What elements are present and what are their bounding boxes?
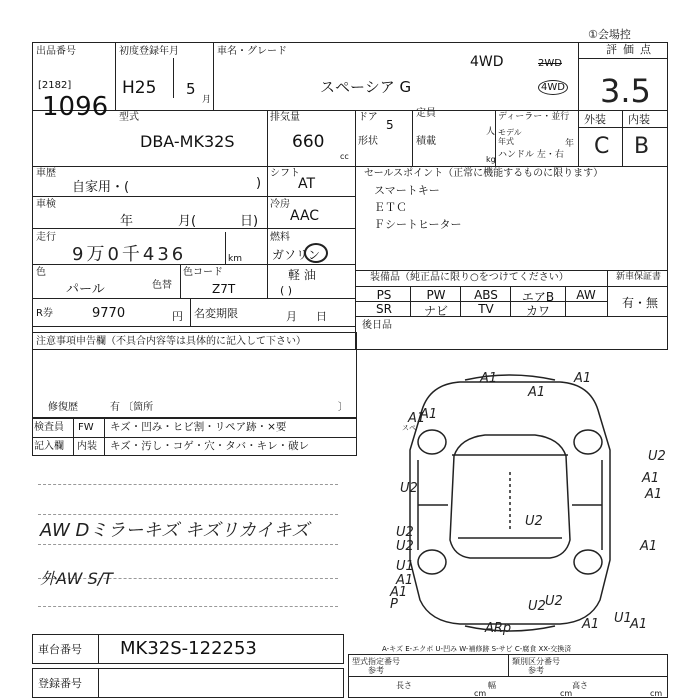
- mark-14: U1: [396, 559, 414, 574]
- cm-unit-1: cm: [474, 689, 487, 698]
- legend: A-キズ E-エクボ U-凹み W-補修跡 S-サビ C-腐食 XX-交換済: [382, 645, 572, 653]
- reg-month: 5: [186, 80, 196, 98]
- inspection-label: 車検: [36, 199, 56, 210]
- width-label: 幅: [488, 681, 496, 690]
- fuel-gas: ガソリン: [272, 248, 321, 262]
- mark-21: ARp: [485, 621, 512, 636]
- recycle-unit: 円: [172, 310, 183, 323]
- model-label: 型式: [119, 112, 139, 123]
- drive-2wd: 2WD: [538, 58, 562, 69]
- reg-label: 初度登録年月: [119, 46, 179, 57]
- shift-label: シフト: [270, 168, 300, 179]
- insp-year: 年: [120, 214, 134, 229]
- rear-seat-label: 後日品: [362, 320, 392, 331]
- sales-point-3: Ｆシートヒーター: [374, 218, 462, 231]
- fuel-circle: [304, 243, 328, 263]
- load-unit: kg: [486, 155, 496, 164]
- name-change-label: 名変期限: [194, 307, 238, 320]
- mark-17: A1: [630, 617, 648, 632]
- color-code: Z7T: [212, 282, 236, 296]
- ac-value: AAC: [290, 208, 320, 224]
- capacity-label: 定員: [416, 108, 436, 119]
- car-damage-diagram: [360, 360, 680, 640]
- name-change-month: 月: [286, 310, 297, 323]
- history-label: 車歴: [36, 168, 56, 179]
- equipment-title: 装備品（純正品に限り○をつけてください）: [370, 272, 569, 283]
- mark-7: U2: [525, 514, 543, 529]
- sales-point-1: スマートキー: [374, 184, 440, 197]
- mark-11: U2: [545, 594, 563, 609]
- exterior-label: 外装: [584, 113, 606, 126]
- exterior-grade: C: [594, 134, 610, 159]
- door-value: 5: [386, 118, 394, 132]
- lot-label: 出品番号: [36, 46, 76, 57]
- mark-3: A1: [408, 411, 426, 426]
- lot-sub: [2182]: [38, 80, 72, 91]
- handwritten-note-1: AW Dミラーキズ キズリカイキズ: [40, 520, 310, 541]
- recorder-label: 記入欄: [34, 441, 64, 452]
- mark-9: A1: [645, 487, 663, 502]
- insp-month: 月(: [178, 214, 197, 229]
- car-name: スペーシア G: [320, 78, 412, 96]
- equip-aw: AW: [576, 288, 596, 302]
- name-label: 車名・グレード: [217, 46, 287, 57]
- mark-15: A1: [396, 573, 414, 588]
- handwritten-note-2: 外AW S/T: [40, 569, 113, 588]
- mark-13: U2: [396, 539, 414, 554]
- shape-label: 形状: [358, 136, 378, 147]
- handle-label: ハンドル 左・右: [498, 150, 564, 160]
- drive-4wd: 4WD: [470, 54, 504, 70]
- mileage-value: 9万0千436: [72, 244, 187, 265]
- color-code-label: 色コード: [183, 267, 223, 278]
- cm-unit-3: cm: [650, 689, 663, 698]
- color-label: 色: [36, 267, 46, 278]
- mark-22: U2: [528, 599, 546, 614]
- length-label: 長さ: [396, 681, 412, 690]
- color-change-label: 色替: [152, 280, 172, 291]
- year-unit: 年: [565, 139, 575, 149]
- fuel-label: 燃料: [270, 232, 290, 243]
- fuel-other: ( ): [280, 284, 293, 297]
- inspector-label: 検査員: [34, 422, 64, 433]
- mark-5: U2: [648, 449, 666, 464]
- inner-items: キズ・汚し・コゲ・穴・タバ・キレ・破レ: [110, 440, 310, 452]
- mark-12: U2: [396, 525, 414, 540]
- mark-10: A1: [640, 539, 658, 554]
- model-year-label: モデル年式: [498, 128, 522, 146]
- chassis-number: MK32S-122253: [120, 638, 257, 659]
- shift-value: AT: [298, 176, 316, 192]
- chassis-label: 車台番号: [38, 643, 82, 656]
- reg-era: H25: [122, 78, 157, 98]
- designation-label: 型式指定番号: [352, 657, 400, 666]
- mark-4: A1: [528, 385, 546, 400]
- equip-tv: TV: [478, 302, 494, 316]
- mileage-label: 走行: [36, 232, 56, 243]
- model-value: DBA-MK32S: [140, 132, 235, 151]
- ac-label: 冷房: [270, 199, 290, 210]
- mark-1: A1: [480, 371, 498, 386]
- venue-label: ①会場控: [588, 28, 631, 41]
- door-label: ドア: [358, 112, 378, 123]
- fw-label: FW: [78, 422, 94, 433]
- recycle-label: R券: [36, 308, 53, 319]
- displacement-label: 排気量: [270, 112, 300, 123]
- fuel-diesel: 軽 油: [288, 268, 316, 282]
- repair-value: 有 〔箇所: [110, 402, 154, 413]
- inspect-items: キズ・凹み・ヒビ割・リペア跡・×要: [110, 421, 287, 433]
- displacement-value: 660: [292, 132, 325, 152]
- color-value: パール: [66, 282, 105, 297]
- equip-leather: カワ: [525, 304, 550, 318]
- equip-navi: ナビ: [423, 304, 448, 318]
- mark-2: A1: [574, 371, 592, 386]
- cm-unit-2: cm: [560, 689, 573, 698]
- displacement-unit: cc: [340, 152, 349, 161]
- ref-1: 参考: [368, 666, 384, 675]
- insp-day: 日): [240, 214, 259, 229]
- ref-2: 参考: [528, 666, 544, 675]
- equip-sr: SR: [376, 302, 392, 316]
- score-label: 評価点: [606, 43, 657, 56]
- lot-number: 1096: [42, 92, 109, 122]
- repair-label: 修復歴: [48, 402, 78, 413]
- load-label: 積載: [416, 136, 436, 147]
- capacity-unit: 人: [486, 127, 496, 137]
- registration-label: 登録番号: [38, 677, 82, 690]
- dealer-label: ディーラー・並行: [498, 112, 570, 122]
- interior-grade: B: [634, 134, 650, 159]
- equip-abs: ABS: [474, 288, 498, 302]
- caution-label: 注意事項申告欄（不具合内容等は具体的に記入して下さい）: [36, 336, 306, 347]
- mileage-unit: km: [228, 254, 242, 264]
- guarantee-label: 新車保証書: [616, 272, 662, 282]
- sales-points-title: セールスポイント（正常に機能するものに限ります）: [364, 168, 604, 179]
- equip-airbag: エアB: [521, 290, 555, 304]
- score-value: 3.5: [600, 72, 651, 110]
- reg-month-unit: 月: [202, 95, 212, 105]
- history-value: 自家用・(: [72, 180, 130, 195]
- mark-23: A1: [582, 617, 600, 632]
- diagram-small-note: スペ: [402, 424, 416, 432]
- sales-point-2: ＥＴＣ: [374, 201, 407, 214]
- mark-16: A1: [390, 585, 408, 600]
- recycle-value: 9770: [92, 306, 126, 321]
- interior-label: 内装: [628, 113, 650, 126]
- equip-pw: PW: [426, 288, 446, 302]
- guarantee-options: 有・無: [622, 296, 659, 310]
- drive-4wd-circled: 4WD: [538, 80, 568, 95]
- mark-6: U2: [400, 481, 418, 496]
- mark-8: A1: [642, 471, 660, 486]
- history-close: ): [256, 176, 262, 191]
- mark-19: P: [390, 597, 398, 612]
- equip-ps: PS: [376, 288, 392, 302]
- repair-close: 〕: [338, 402, 348, 413]
- inner-label: 内装: [77, 441, 97, 452]
- name-change-day: 日: [316, 310, 327, 323]
- mark-20: A1: [420, 407, 438, 422]
- mark-18: U1: [614, 611, 632, 626]
- height-label: 高さ: [572, 681, 588, 690]
- class-label: 類別区分番号: [512, 657, 560, 666]
